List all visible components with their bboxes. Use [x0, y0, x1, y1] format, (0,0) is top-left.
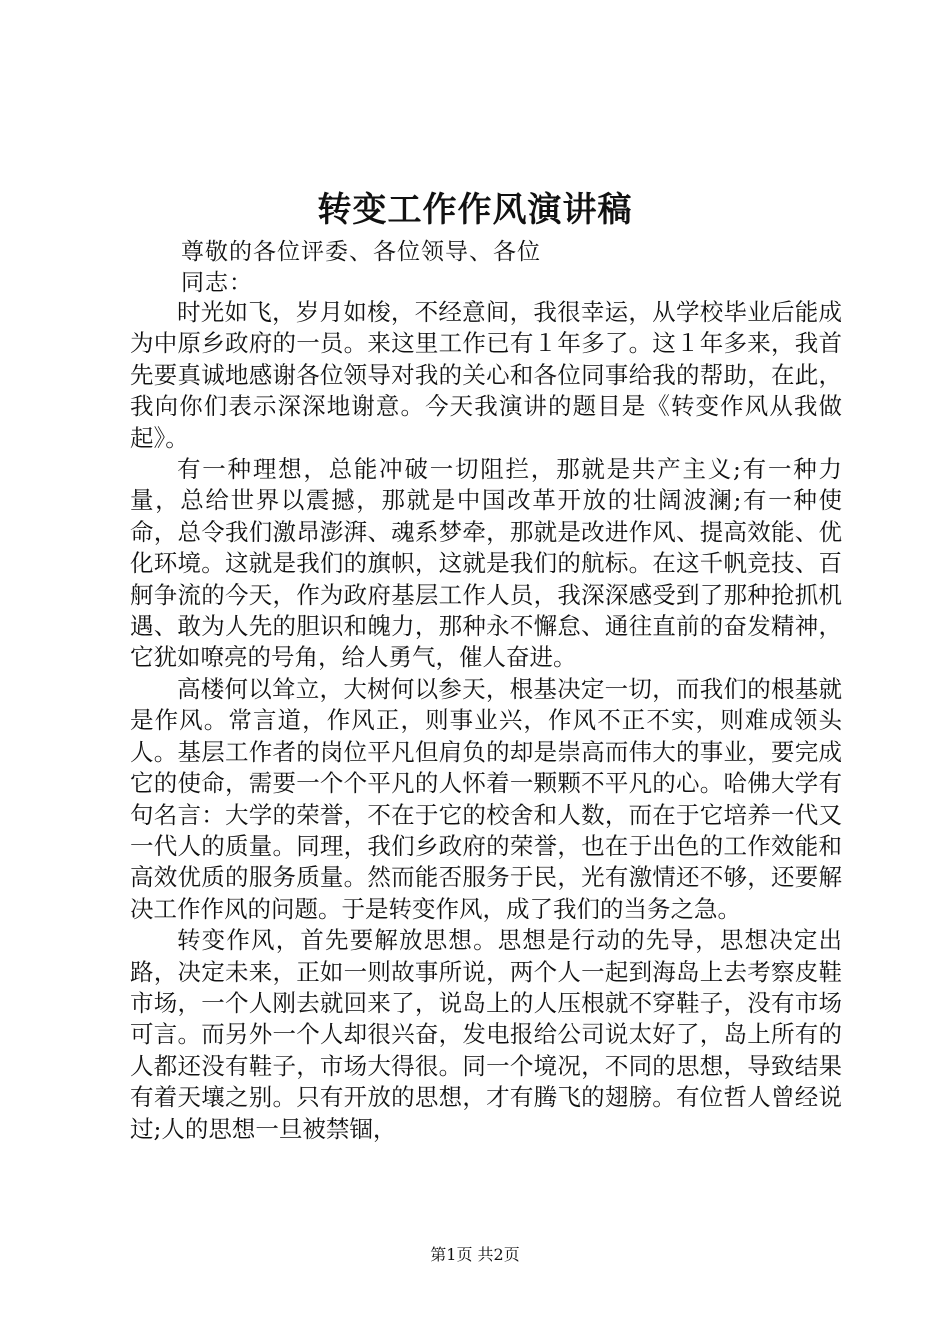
- salutation-line-1: 尊敬的各位评委、各位领导、各位: [181, 239, 541, 265]
- salutation-line-2: 同志：: [181, 270, 253, 296]
- paragraph: 高楼何以耸立，大树何以参天，根基决定一切，而我们的根基就是作风。常言道，作风正，则事业兴，作风不正不实，则难成领头人。基层工作者的岗位平凡但肩负的却是崇高而伟大的事业，要完成它的使命，需要一个个平凡的人怀着一颗颗不平凡的心。哈佛大学有句名言：大学的荣誉，不在于它的校舍和人数，而在于它培养一代又一代人的质量。同理，我们乡政府的荣誉，也在于出色的工作效能和高效优质的服务质量。然而能否服务于民，光有激情还不够，还要解决工作作风的问题。于是转变作风，成了我们的当务之急。: [130, 674, 842, 923]
- page-title: 转变工作作风演讲稿: [317, 190, 633, 230]
- paragraph: 时光如飞，岁月如梭，不经意间，我很幸运，从学校毕业后能成为中原乡政府的一员。来这里工作已有１年多了。这１年多来，我首先要真诚地感谢各位领导对我的关心和各位同事给我的帮助，在此，我向你们表示深深地谢意。今天我演讲的题目是《转变作风从我做起》。: [130, 298, 842, 452]
- page-number: 第1页 共2页: [430, 1245, 520, 1264]
- paragraph: 转变作风，首先要解放思想。思想是行动的先导，思想决定出路，决定未来，正如一则故事所说，两个人一起到海岛上去考察皮鞋市场，一个人刚去就回来了，说岛上的人压根就不穿鞋子，没有市场可言。而另外一个人却很兴奋，发电报给公司说太好了，岛上所有的人都还没有鞋子，市场大得很。同一个境况，不同的思想，导致结果有着天壤之别。只有开放的思想，才有腾飞的翅膀。有位哲人曾经说过;人的思想一旦被禁锢，: [130, 926, 842, 1143]
- paragraph: 有一种理想，总能冲破一切阻拦，那就是共产主义;有一种力量，总给世界以震撼，那就是中国改革开放的壮阔波澜;有一种使命，总令我们激昂澎湃、魂系梦牵，那就是改进作风、提高效能、优化环境。这就是我们的旗帜，这就是我们的航标。在这千帆竞技、百舸争流的今天，作为政府基层工作人员，我深深感受到了那种抢抓机遇、敢为人先的胆识和魄力，那种永不懈怠、通往直前的奋发精神，它犹如嘹亮的号角，给人勇气，催人奋进。: [130, 455, 842, 672]
- salutation: [181, 237, 541, 299]
- body-text: [130, 297, 842, 1145]
